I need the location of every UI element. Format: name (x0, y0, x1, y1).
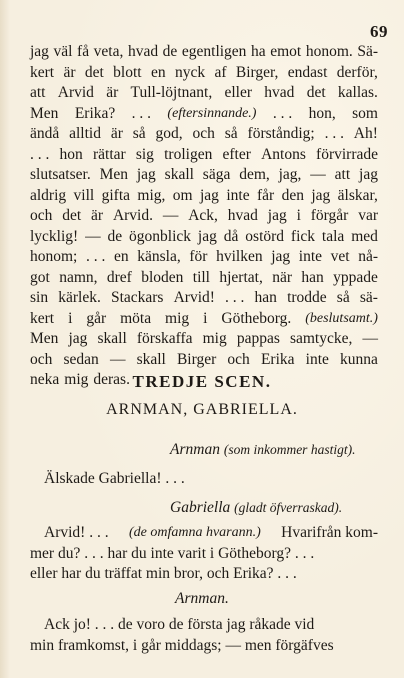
word: för (189, 248, 208, 265)
word: (beslutsamt.) (305, 310, 378, 326)
word: och (30, 350, 53, 368)
word: dem, (239, 166, 270, 183)
word: ostörd (245, 227, 285, 245)
word: att (334, 166, 351, 183)
word: Men (99, 166, 128, 183)
word: pappas (236, 330, 280, 347)
word: jag (197, 227, 217, 245)
word: tala (321, 227, 345, 245)
speaker-arnman-2 (175, 590, 229, 608)
word: jag (267, 207, 287, 224)
word: jag (359, 166, 378, 183)
word: trodde (287, 289, 327, 306)
word: lycklig! (30, 227, 79, 245)
word: Götheborg. (221, 309, 292, 327)
word: kärlek. (58, 289, 101, 306)
word: mig, (137, 186, 166, 204)
word: bloden (141, 268, 184, 286)
word: Men (30, 330, 59, 347)
word: jag (200, 186, 219, 204)
word: Arvid! (173, 289, 215, 306)
text-line (30, 309, 378, 330)
text-line (30, 124, 378, 145)
word: inte (305, 350, 329, 368)
word: sin (30, 289, 49, 306)
word: kunna (340, 350, 378, 368)
word: veta, (93, 43, 124, 60)
page-number: 69 (370, 22, 388, 41)
word: — (162, 207, 179, 224)
word: mig (202, 330, 227, 347)
word: och (227, 350, 250, 368)
word: och (192, 125, 215, 142)
word: — (310, 166, 326, 183)
dialogue-line: Arvid! . . . (de omfamna hvarann.) Hvarifrån kom- (30, 523, 378, 544)
word: vet (330, 248, 350, 265)
scene-characters: ARNMAN, GABRIELLA. (106, 401, 298, 418)
word: nyck (174, 63, 206, 81)
word: hvad (227, 207, 258, 224)
word: mig (64, 371, 89, 388)
word: . . . (324, 125, 344, 142)
word: Arvid. (112, 207, 153, 224)
word: hjertat, (219, 268, 263, 286)
text-line (30, 206, 378, 227)
word: ha (251, 43, 266, 60)
word: Stackars (110, 289, 164, 306)
word: Ack, (188, 207, 218, 224)
word: (eftersinnande.) (167, 105, 257, 121)
word: är (91, 207, 104, 224)
dialogue-block (30, 523, 378, 585)
word: han (301, 268, 324, 286)
word: så (336, 289, 350, 306)
text-line (30, 227, 378, 248)
speaker-name: Gabriella (170, 499, 231, 516)
word: efter (222, 145, 251, 163)
word: det (62, 207, 82, 224)
dialogue-line: eller har du träffat min bror, och Erika? . . . (30, 565, 297, 582)
word: aldrig (30, 186, 67, 204)
word: förståndig; (247, 125, 315, 142)
word: hon, (308, 104, 336, 122)
word: Sä- (357, 43, 378, 60)
word: jag (311, 186, 331, 204)
word: den (281, 186, 304, 204)
dialogue-line: mer du? . . . har du inte varit i Götheborg? . . . (30, 544, 315, 562)
word: Tull-löjtnant, (130, 84, 213, 101)
word: eller (224, 84, 253, 101)
word: och (30, 207, 53, 224)
word: då (223, 227, 239, 245)
word: när (272, 268, 293, 286)
dialogue-line: Ack jo! . . . de voro de första jag råkade vid (44, 616, 315, 633)
word: honom; (30, 248, 78, 265)
word: får (256, 186, 275, 204)
word: Antons (261, 145, 306, 163)
text-line (30, 329, 378, 350)
word: med (351, 227, 378, 245)
word: endast (287, 63, 328, 81)
word: . . . (131, 104, 152, 122)
text-line (30, 145, 378, 166)
word: Birger (176, 350, 217, 368)
word: — (85, 227, 101, 245)
scene-title: TREDJE SCEN. (132, 372, 272, 391)
word: säga (202, 166, 231, 183)
word: han (254, 289, 277, 306)
word: i (203, 309, 208, 327)
word: få (77, 43, 90, 60)
dialogue-line: min framkomst, i går middags; — men förgäfves (30, 636, 334, 654)
word: Erika (260, 350, 295, 368)
word: förvirrade (316, 145, 378, 163)
word: jag, (278, 166, 302, 183)
word: så (132, 125, 146, 142)
word: samtycke, (289, 330, 353, 347)
word: att (30, 84, 46, 101)
word: ändå (30, 125, 60, 142)
word: af (214, 63, 227, 81)
word: jag (30, 43, 49, 60)
word: en (114, 248, 129, 265)
word: . . . (30, 145, 50, 163)
text-line (30, 247, 378, 268)
word: är (106, 84, 119, 101)
stage-direction: (de omfamna hvarann.) (128, 525, 261, 540)
stage-direction: (gladt öfverraskad). (234, 500, 343, 515)
text-line (30, 42, 378, 63)
word: god, (155, 125, 183, 142)
word: blott (113, 63, 142, 81)
text-line (30, 63, 378, 84)
word: deras. (93, 371, 130, 388)
word: går (86, 309, 107, 327)
word: Arvid (57, 84, 94, 101)
word: jag (271, 248, 291, 265)
word: slutsatser. (30, 166, 91, 183)
word: vill (73, 186, 95, 204)
word: . . . (272, 104, 293, 122)
word: rättar (92, 145, 126, 163)
word: var (358, 207, 378, 224)
word: dref (106, 268, 132, 286)
word: fick (290, 227, 316, 245)
word: got (30, 268, 50, 286)
word: förgår (310, 207, 349, 224)
word: hvilken (216, 248, 263, 265)
word: gifta (101, 186, 131, 204)
word: yppade (333, 268, 378, 286)
word: inte (298, 248, 323, 265)
word: jag (68, 330, 88, 347)
word: sedan (63, 350, 99, 368)
word: egentligen (181, 43, 247, 60)
text-line (30, 288, 378, 309)
word: i (68, 309, 73, 327)
speaker-arnman (170, 441, 355, 459)
word: Ah! (353, 125, 378, 142)
word: sä- (359, 289, 378, 306)
word: det (84, 63, 104, 81)
word: nå- (358, 248, 378, 265)
word: skall (97, 330, 127, 347)
word: väl (53, 43, 73, 60)
word: troligen (164, 145, 213, 163)
word: mig (165, 309, 190, 327)
word: — (362, 330, 378, 347)
word: känsla, (137, 248, 181, 265)
word: Men (30, 104, 59, 122)
word: neka (30, 371, 60, 388)
word: hvad (264, 84, 295, 101)
word: kallas. (337, 84, 378, 101)
text-line (30, 268, 378, 289)
word: det (306, 84, 326, 101)
word: sig (135, 145, 154, 163)
speaker-name: Arnman (170, 441, 220, 458)
word: derför, (336, 63, 378, 81)
word: hon (59, 145, 83, 163)
word: till (192, 268, 210, 286)
word: en (150, 63, 166, 81)
text-line (30, 350, 378, 371)
word: kert (30, 309, 55, 327)
monologue-paragraph (30, 42, 378, 391)
word: i (296, 207, 301, 224)
word: jag (136, 166, 156, 183)
text-line (30, 165, 378, 186)
word: de (162, 43, 178, 60)
word: Birger, (235, 63, 279, 81)
stage-direction: (som inkommer hastigt). (223, 442, 356, 457)
dialogue-line: Älskade Gabriella! . . . (44, 470, 185, 487)
word: alltid (69, 125, 101, 142)
word: skall (136, 350, 166, 368)
word: inte (226, 186, 250, 204)
text-line (30, 186, 378, 207)
word: möta (120, 309, 152, 327)
word: Erika? (74, 104, 116, 122)
word: älskar, (337, 186, 378, 204)
word: ögonblick (129, 227, 192, 245)
text-line (30, 104, 378, 125)
word: — (109, 350, 126, 368)
word: skall (164, 166, 194, 183)
word: om (172, 186, 193, 204)
dialogue-block (30, 615, 378, 656)
word: . . . (86, 248, 106, 265)
word: så (224, 125, 238, 142)
word: namn, (59, 268, 98, 286)
text-line (30, 83, 378, 104)
speaker-gabriella (170, 499, 342, 517)
word: emot (270, 43, 302, 60)
word: de (107, 227, 123, 245)
word: honom. (305, 43, 353, 60)
speaker-name: Arnman. (175, 590, 229, 607)
word: kert (30, 63, 55, 81)
word: . . . (225, 289, 245, 306)
word: är (63, 63, 76, 81)
word: som (352, 104, 378, 122)
word: hvad (127, 43, 159, 60)
word: förskaffa (136, 330, 193, 347)
word: är (110, 125, 123, 142)
